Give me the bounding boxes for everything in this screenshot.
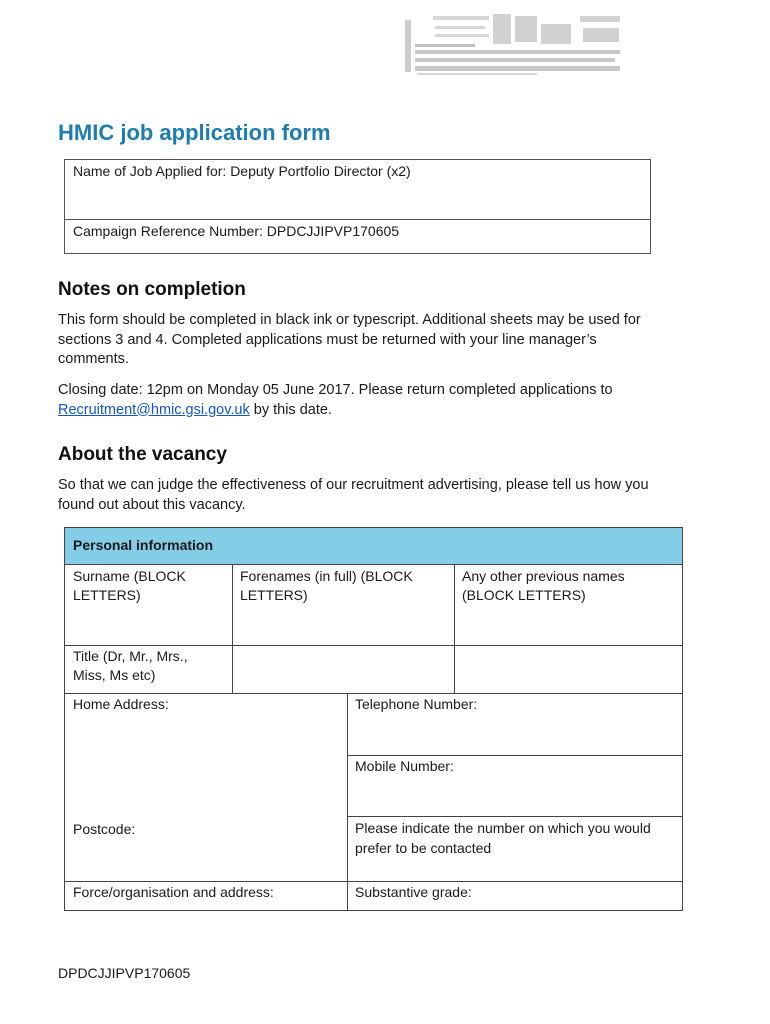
recruitment-email-link[interactable]: Recruitment@hmic.gsi.gov.uk <box>58 401 250 418</box>
substantive-grade-cell[interactable]: Substantive grade: <box>355 884 472 900</box>
vacancy-heading: About the vacancy <box>58 444 227 465</box>
forenames-cell[interactable]: Forenames (in full) (BLOCK LETTERS) <box>240 568 413 603</box>
page-title: HMIC job application form <box>58 120 331 145</box>
home-address-label: Home Address: <box>73 696 169 712</box>
title-input-cell[interactable] <box>232 645 454 693</box>
closing-date-text: Closing date: 12pm on Monday 05 June 2017. Please return completed applications to <box>58 382 613 398</box>
title-label-cell: Title (Dr, Mr., Mrs., Miss, Ms etc) <box>73 648 188 683</box>
notes-heading: Notes on completion <box>58 279 246 300</box>
personal-information-header: Personal information <box>65 528 682 565</box>
notes-paragraph: This form should be completed in black ink or typescript. Additional sheets may be used for sections 3 and 4. Completed applications must be returned with your line manager’s comments. <box>58 312 641 367</box>
job-details-box <box>64 159 651 254</box>
personal-information-table <box>64 527 683 911</box>
mobile-cell[interactable]: Mobile Number: <box>355 758 454 774</box>
hmic-logo <box>405 14 627 78</box>
home-address-cell[interactable] <box>65 693 347 881</box>
previous-names-cell[interactable]: Any other previous names (BLOCK LETTERS) <box>462 568 625 603</box>
telephone-cell[interactable]: Telephone Number: <box>355 696 478 712</box>
surname-cell[interactable]: Surname (BLOCK LETTERS) <box>73 568 186 603</box>
job-name-cell[interactable]: Name of Job Applied for: Deputy Portfolio Director (x2) <box>65 160 650 220</box>
title-extra-cell[interactable] <box>454 645 682 693</box>
closing-date-paragraph <box>58 381 658 420</box>
footer-reference: DPDCJJIPVP170605 <box>58 965 191 981</box>
force-organisation-cell[interactable]: Force/organisation and address: <box>73 884 274 900</box>
preferred-contact-cell[interactable]: Please indicate the number on which you would prefer to be contacted <box>355 820 651 856</box>
campaign-reference-cell[interactable]: Campaign Reference Number: DPDCJJIPVP170605 <box>73 223 400 239</box>
closing-date-suffix: by this date. <box>249 401 332 418</box>
postcode-label: Postcode: <box>73 821 136 837</box>
vacancy-paragraph: So that we can judge the effectiveness of our recruitment advertising, please tell us how you found out about this vacancy. <box>58 477 649 513</box>
